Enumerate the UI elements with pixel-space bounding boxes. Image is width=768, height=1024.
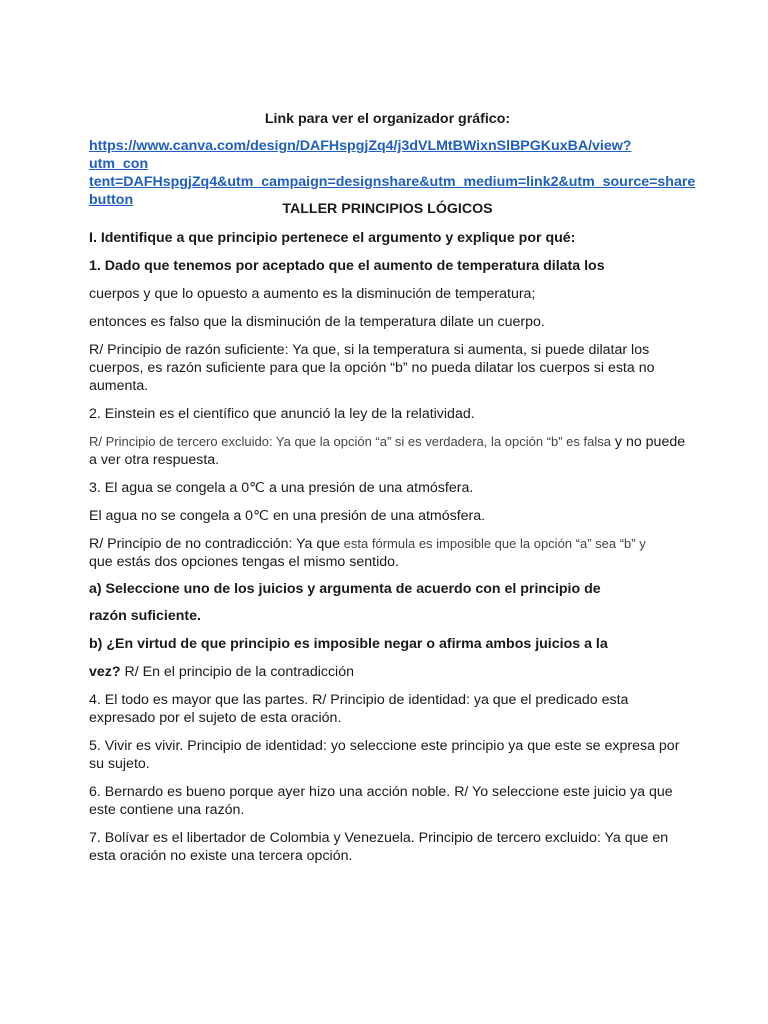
question-7: 7. Bolívar es el libertador de Colombia y Venezuela. Principio de tercero excluido: Ya que en esta oración no existe una tercera opción. (89, 830, 669, 864)
question-1-text: cuerpos y que lo opuesto a aumento es la disminución de temperatura; (89, 286, 536, 302)
question-2-answer (89, 433, 686, 469)
question-b-bold: vez? (89, 664, 121, 680)
question-a-line-1: a) Seleccione uno de los juicios y argumenta de acuerdo con el principio de (89, 581, 601, 597)
question-3-line-1: 3. El agua se congela a 0℃ a una presión de una atmósfera. (89, 480, 474, 496)
section-heading: I. Identifique a que principio pertenece el argumento y explique por qué: (89, 230, 576, 246)
question-3-line-2: El agua no se congela a 0℃ en una presión de una atmósfera. (89, 508, 486, 524)
link-line: button (89, 192, 134, 208)
link-heading: Link para ver el organizador gráfico: (264, 111, 511, 127)
question-3-answer (89, 535, 686, 571)
question-1-heading: 1. Dado que tenemos por aceptado que el aumento de temperatura dilata los (89, 258, 605, 274)
answer-text-light: esta fórmula es imposible que la opción “a” sea “b” y (340, 536, 646, 551)
link-line: https://www.canva.com/design/DAFHspgjZq4/j3dVLMtBWixnSlBPGKuxBA/view?utm_con (89, 138, 632, 172)
question-a-line-2: razón suficiente. (89, 608, 201, 624)
question-b-line-2 (89, 663, 686, 681)
answer-text: R/ Principio de no contradicción: Ya que (89, 536, 341, 552)
question-5: 5. Vivir es vivir. Principio de identidad: yo seleccione este principio ya que este se expresa por su sujeto. (89, 738, 680, 772)
question-1-text: entonces es falso que la disminución de la temperatura dilate un cuerpo. (89, 314, 545, 330)
question-1-answer: R/ Principio de razón suficiente: Ya que, si la temperatura si aumenta, si puede dilatar los cuerpos, es razón suficiente para que la opción “b” no pueda dilatar los cuerpos si esta no aumenta. (89, 342, 655, 394)
answer-text: que estás dos opciones tengas el mismo sentido. (89, 554, 399, 570)
question-6: 6. Bernardo es bueno porque ayer hizo una acción noble. R/ Yo seleccione este juicio ya que este contiene una razón. (89, 784, 673, 818)
canva-link[interactable] (89, 137, 696, 209)
question-b-line-1: b) ¿En virtud de que principio es imposible negar o afirma ambos juicios a la (89, 636, 608, 652)
answer-text: y no puede a ver otra respuesta. (89, 434, 686, 468)
question-b-answer: R/ En el principio de la contradicción (120, 664, 354, 680)
answer-text-light: R/ Principio de tercero excluido: Ya que la opción “a” si es verdadera, la opción “b” es falsa (89, 434, 611, 449)
question-2: 2. Einstein es el científico que anunció la ley de la relatividad. (89, 406, 475, 422)
link-line: tent=DAFHspgjZq4&utm_campaign=designshare&utm_medium=link2&utm_source=share (89, 174, 696, 190)
question-4: 4. El todo es mayor que las partes. R/ Principio de identidad: ya que el predicado esta expresado por el sujeto de esta oración. (89, 692, 629, 726)
page-title: TALLER PRINCIPIOS LÓGICOS (282, 201, 493, 217)
